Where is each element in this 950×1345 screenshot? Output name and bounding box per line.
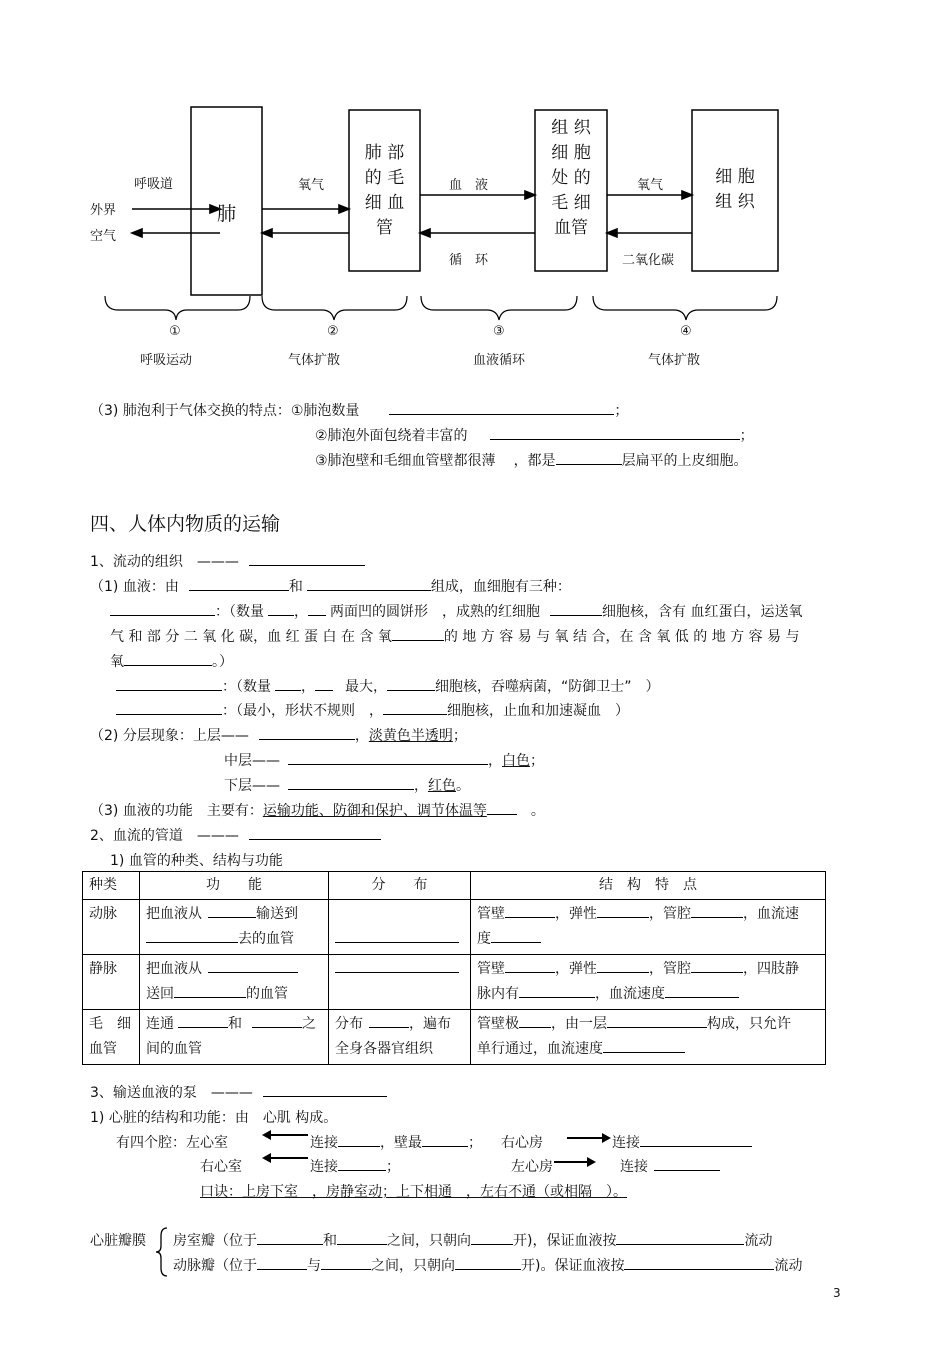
table-row-artery — [83, 900, 826, 955]
stage-3-name: 血液循环 — [473, 353, 526, 368]
label-air: 空气 — [90, 229, 117, 244]
valve-title: 心脏瓣膜 — [90, 1233, 146, 1249]
platelet-line: ：（最小，形状不规则 ， 细胞核，止血和加速凝血 ） — [116, 700, 629, 720]
right-atrium-connect: 连接 — [612, 1132, 752, 1152]
artery-structure: 管壁 ，弹性 ，管腔 ，血流速 度 — [471, 900, 826, 955]
vein-distribution — [329, 955, 471, 1010]
label-co2: 二氧化碳 — [622, 253, 675, 268]
label-outside: 外界 — [90, 203, 117, 218]
vein-kind: 静脉 — [83, 955, 140, 1010]
stage-1-name: 呼吸运动 — [140, 353, 193, 368]
lung-box — [191, 107, 262, 295]
label-airway: 呼吸道 — [134, 177, 174, 192]
right-atrium-label: 右心房 — [501, 1135, 543, 1151]
right-ventricle-label: 右心室 — [200, 1159, 242, 1175]
header-function: 功 能 — [140, 872, 329, 900]
valve-arterial-line: 动脉瓣（位于 与 之间，只朝向 开)。保证血液按 流动 — [173, 1255, 802, 1275]
alveoli-line-1: （3) 肺泡利于气体交换的特点：①肺泡数量 ； — [90, 400, 628, 420]
mnemonic: 口诀：上房下室 ，房静室动；上下相通 ，左右不通（或相隔 ）。 — [200, 1184, 627, 1200]
brace-2 — [262, 296, 407, 320]
layer-middle: 中层—— ，白色； — [224, 750, 544, 770]
lung-label: 肺 — [216, 203, 236, 225]
arrow-left-2 — [262, 1151, 312, 1165]
chamber-row-1-mid: 连接 ，壁最 ； — [310, 1132, 482, 1152]
brace-4 — [593, 296, 777, 320]
stage-1-num: ① — [169, 324, 181, 339]
stage-3-num: ③ — [493, 324, 505, 339]
q1-line: 1、流动的组织 ——— — [90, 551, 365, 571]
table-row-vein — [83, 955, 826, 1010]
alveoli-line-3: ③肺泡壁和毛细血管壁都很薄 ，都是 层扁平的上皮细胞。 — [315, 450, 748, 470]
capillary-function: 连通 和 之 间的血管 — [140, 1010, 329, 1065]
q2-sub: 1) 血管的种类、结构与功能 — [110, 853, 283, 869]
brace-3 — [421, 296, 577, 320]
label-oxygen-2: 氧气 — [637, 178, 664, 193]
header-structure: 结 构 特 点 — [471, 872, 826, 900]
rbc-line-3: 氧 。） — [110, 651, 233, 671]
table-row-capillary — [83, 1010, 826, 1065]
left-atrium-label: 左心房 — [511, 1159, 553, 1175]
chamber-row-1: 有四个腔：左心室 — [116, 1135, 228, 1151]
label-oxygen-1: 氧气 — [298, 178, 325, 193]
heart-structure-line: 1) 心脏的结构和功能：由 心肌 构成。 — [90, 1110, 338, 1126]
left-atrium-connect: 连接 — [620, 1156, 720, 1176]
stage-4-name: 气体扩散 — [648, 353, 701, 368]
artery-function: 把血液从 输送到 去的血管 — [140, 900, 329, 955]
arrow-left-1 — [262, 1128, 312, 1142]
arrow-right-2 — [552, 1155, 598, 1169]
label-circulation: 循 环 — [449, 253, 489, 268]
header-kind: 种类 — [83, 872, 140, 900]
section-title: 四、人体内物质的运输 — [90, 513, 281, 535]
vessel-table — [82, 871, 826, 1065]
blood-function-line: （3) 血液的功能 主要有：运输功能、防御和保护、调节体温等 。 — [90, 800, 545, 820]
table-header-row — [83, 872, 826, 900]
stage-2-name: 气体扩散 — [288, 353, 341, 368]
artery-distribution — [329, 900, 471, 955]
capillary-structure: 管壁极 ，由一层 构成，只允许 单行通过，血流速度 — [471, 1010, 826, 1065]
tissue-cell-label: 细 胞 组 织 — [715, 167, 755, 212]
tissue-capillary-label: 组 织 细 胞 处 的 毛 细 血管 — [551, 118, 591, 238]
valve-av-line: 房室瓣（位于 和 之间，只朝向 开)，保证血液按 流动 — [173, 1230, 772, 1250]
header-distribution: 分 布 — [329, 872, 471, 900]
blood-intro-line: （1) 血液：由 和 组成，血细胞有三种： — [90, 576, 571, 596]
rbc-line-1: ：（数量 ， 两面凹的圆饼形 ，成熟的红细胞 细胞核，含有 血红蛋白，运送氧 — [110, 601, 802, 621]
lung-capillary-label: 肺 部 的 毛 细 血 管 — [364, 143, 405, 238]
q2-line: 2、血流的管道 ——— — [90, 825, 381, 845]
capillary-distribution: 分布 ，遍布 全身各器官组织 — [329, 1010, 471, 1065]
alveoli-line-2: ②肺泡外面包绕着丰富的 ； — [315, 425, 754, 445]
brace-1 — [105, 296, 250, 320]
page-number: 3 — [833, 1286, 841, 1300]
q3-line: 3、输送血液的泵 ——— — [90, 1082, 387, 1102]
artery-kind: 动脉 — [83, 900, 140, 955]
layer-lower: 下层—— ，红色。 — [224, 775, 470, 795]
arrow-right-1 — [565, 1131, 613, 1145]
vein-function: 把血液从 送回 的血管 — [140, 955, 329, 1010]
stage-4-num: ④ — [680, 324, 692, 339]
wbc-line: ：（数量 ， 最大， 细胞核，吞噬病菌，“防御卫士” ） — [116, 676, 660, 696]
label-blood: 血 液 — [449, 178, 489, 193]
stage-2-num: ② — [327, 324, 339, 339]
rbc-line-2: 气 和 部 分 二 氧 化 碳，血 红 蛋 白 在 含 氧 的 地 方 容 易 与 氧 结 合，在 含 氧 低 的 地 方 容 易 与 — [110, 626, 800, 646]
valve-brace — [154, 1226, 170, 1278]
capillary-kind: 毛 细 血管 — [83, 1010, 140, 1065]
vein-structure: 管壁 ，弹性 ，管腔 ，四肢静 脉内有 ，血流速度 — [471, 955, 826, 1010]
right-ventricle-connect: 连接 ； — [310, 1156, 400, 1176]
layer-upper: （2) 分层现象：上层—— ，淡黄色半透明； — [90, 725, 467, 745]
